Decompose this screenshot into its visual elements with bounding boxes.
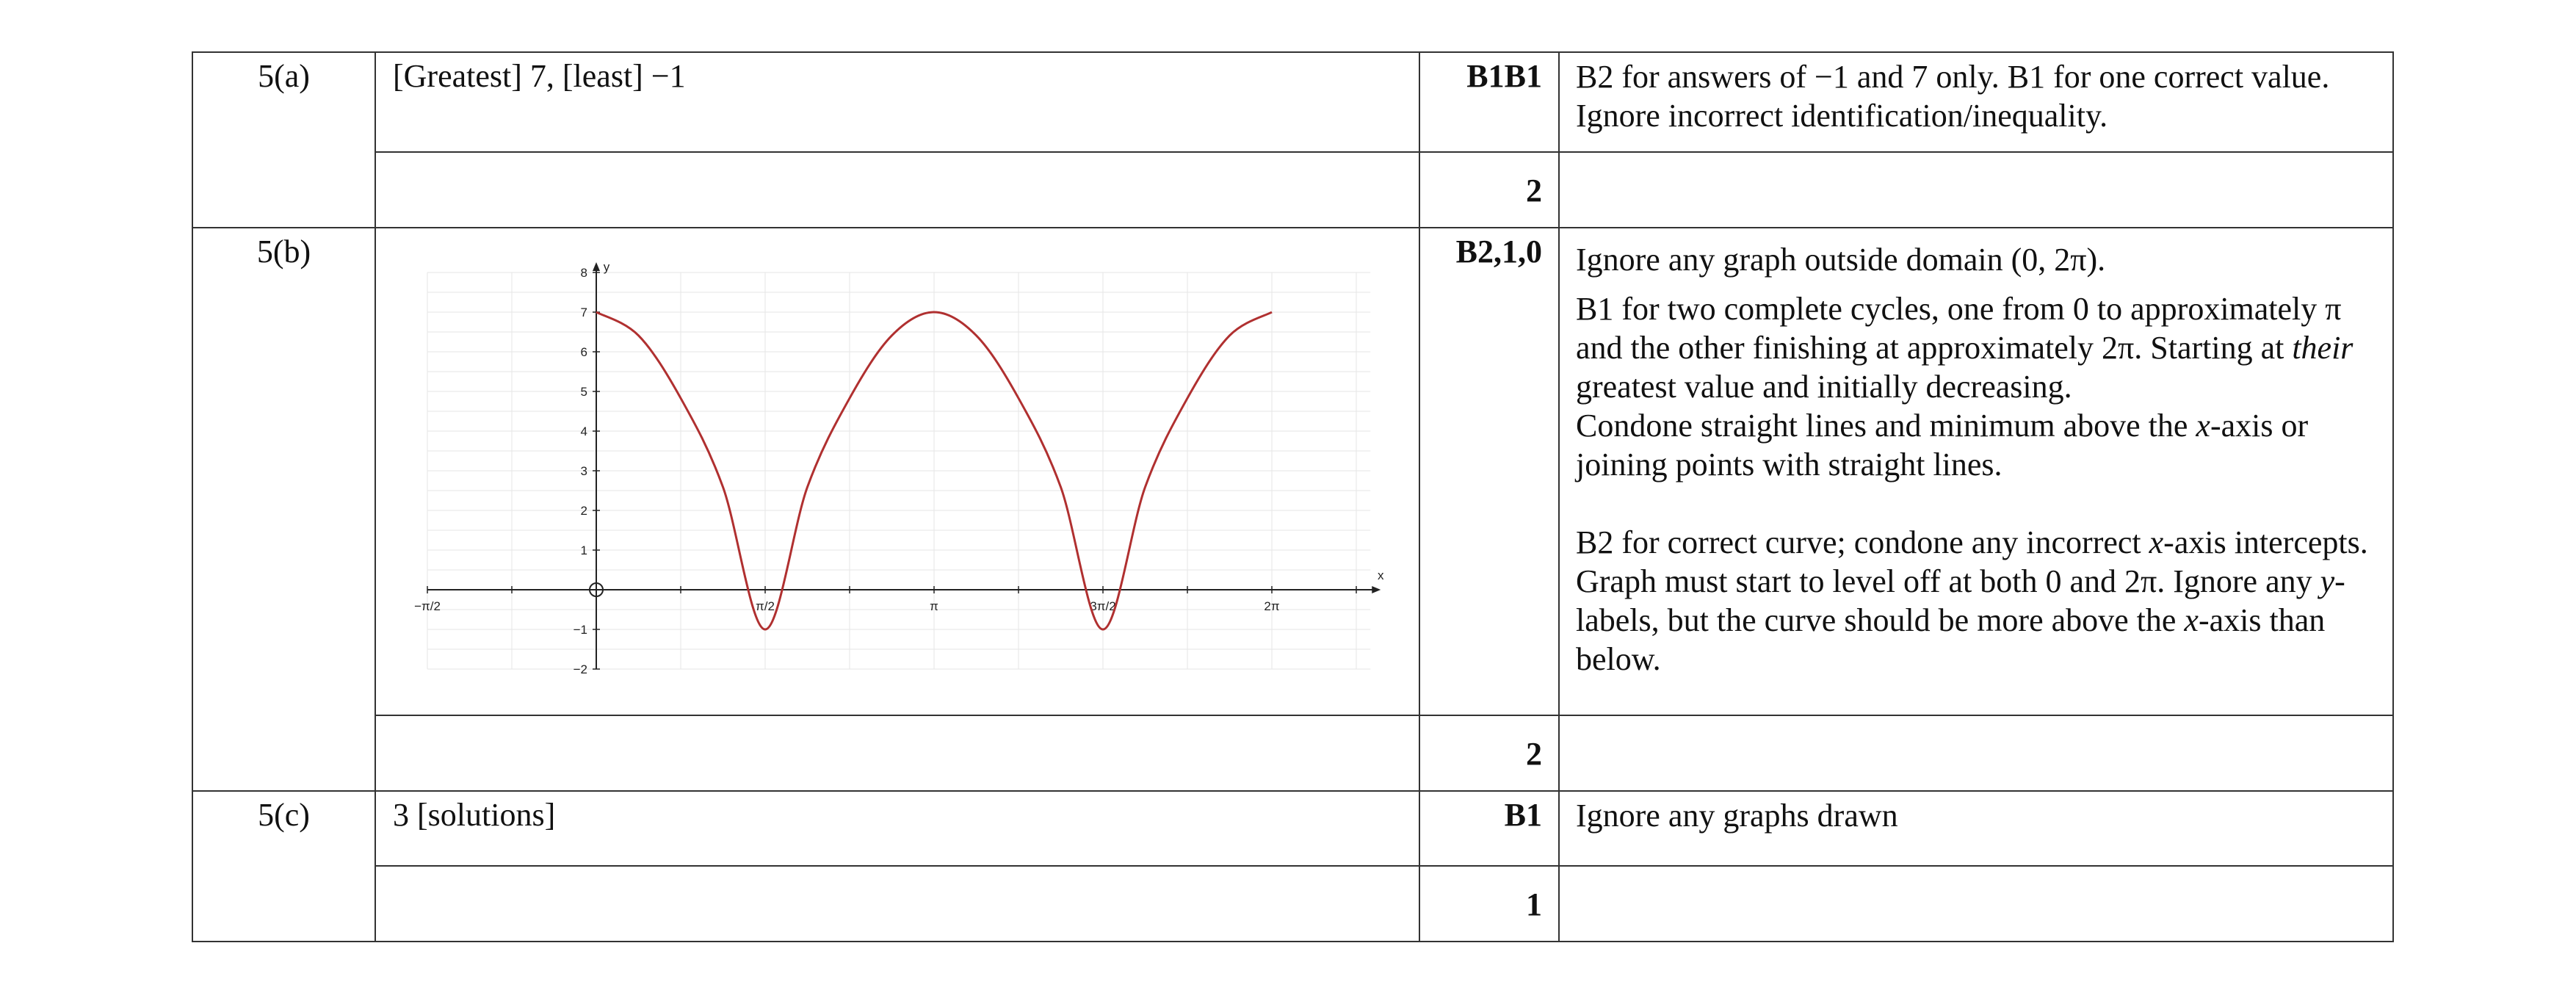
x-tick-label: π/2 [756, 599, 775, 613]
y-tick-label: 1 [580, 543, 587, 557]
total-marks: 2 [1419, 152, 1559, 228]
guidance-total-blank [1559, 866, 2393, 942]
guidance-line: Ignore any graphs drawn [1576, 798, 1898, 834]
answer-total-blank [375, 866, 1419, 942]
guidance-text: -axis or joining points with straight lines. [1576, 408, 2309, 483]
y-axis-arrow [593, 262, 600, 271]
marks-cell: B1 [1419, 791, 1559, 866]
answer-cell: [Greatest] 7, [least] −1 [375, 52, 1419, 152]
guidance-total-blank [1559, 715, 2393, 791]
guidance-domain-text: Ignore any graph outside domain (0, 2π). [1576, 242, 2106, 278]
row-5c-total [192, 866, 2393, 942]
y-tick-label: 8 [580, 266, 587, 280]
question-number: 5(a) [192, 52, 375, 228]
y-tick-label: 7 [580, 306, 587, 319]
question-number: 5(c) [192, 791, 375, 942]
total-marks: 2 [1419, 715, 1559, 791]
total-marks: 1 [1419, 866, 1559, 942]
guidance-text: -axis than below. [1576, 602, 2326, 677]
mark-scheme-table [192, 51, 2394, 942]
guidance-b2-text: B2 for correct curve; condone any incorrect [1576, 524, 2141, 560]
x-tick-label: π [930, 599, 938, 613]
guidance-line [1576, 523, 2378, 679]
x-tick-label: 2π [1264, 599, 1280, 613]
answer-cell: 3 [solutions] [375, 791, 1419, 866]
guidance-total-blank [1559, 152, 2393, 228]
guidance-cell [1559, 791, 2393, 866]
marks-cell: B2,1,0 [1419, 228, 1559, 715]
guidance-cell [1559, 228, 2393, 715]
guidance-line [1576, 240, 2378, 279]
guidance-text: Condone straight lines and minimum above the [1576, 408, 2188, 444]
row-5a-total [192, 152, 2393, 228]
row-5b [192, 228, 2393, 715]
guidance-text: -labels, but the curve should be more above the [1576, 563, 2345, 638]
row-5c [192, 791, 2393, 866]
y-tick-label: −1 [573, 623, 587, 637]
guidance-text: -axis intercepts. Graph must start to level off at both 0 and 2π. Ignore any [1576, 524, 2368, 599]
x-axis-label: x [1377, 568, 1384, 582]
guidance-italic: x [2184, 602, 2199, 638]
guidance-text: greatest value and initially decreasing. [1576, 369, 2072, 405]
question-number: 5(b) [192, 228, 375, 791]
y-tick-label: 6 [580, 345, 587, 359]
answer-total-blank [375, 715, 1419, 791]
guidance-italic: their [2292, 330, 2354, 366]
guidance-line [1576, 406, 2378, 484]
answer-total-blank [375, 152, 1419, 228]
y-tick-label: 4 [580, 424, 587, 438]
guidance-line: Ignore incorrect identification/inequality. [1576, 98, 2108, 134]
guidance-line [1576, 289, 2378, 406]
y-tick-label: 5 [580, 385, 587, 399]
x-axis-arrow [1372, 586, 1381, 593]
guidance-italic: y [2320, 563, 2335, 599]
guidance-cell [1559, 52, 2393, 152]
answer-graph-cell [375, 228, 1419, 715]
row-5a [192, 52, 2393, 152]
row-5b-total [192, 715, 2393, 791]
marks-cell: B1B1 [1419, 52, 1559, 152]
answer-graph [376, 228, 1384, 691]
guidance-b1-text: B1 for two complete cycles, one from 0 to approximately π and the other finishing at approximately 2π. Starting at [1576, 291, 2342, 366]
guidance-line: B2 for answers of −1 and 7 only. B1 for one correct value. [1576, 59, 2330, 95]
x-tick-label: 3π/2 [1090, 599, 1116, 613]
guidance-italic: x [2196, 408, 2210, 444]
y-tick-label: −2 [573, 662, 587, 676]
x-tick-label: −π/2 [414, 599, 441, 613]
y-tick-label: 2 [580, 504, 587, 518]
guidance-italic: x [2149, 524, 2164, 560]
y-axis-label: y [603, 260, 610, 274]
y-tick-label: 3 [580, 464, 587, 478]
